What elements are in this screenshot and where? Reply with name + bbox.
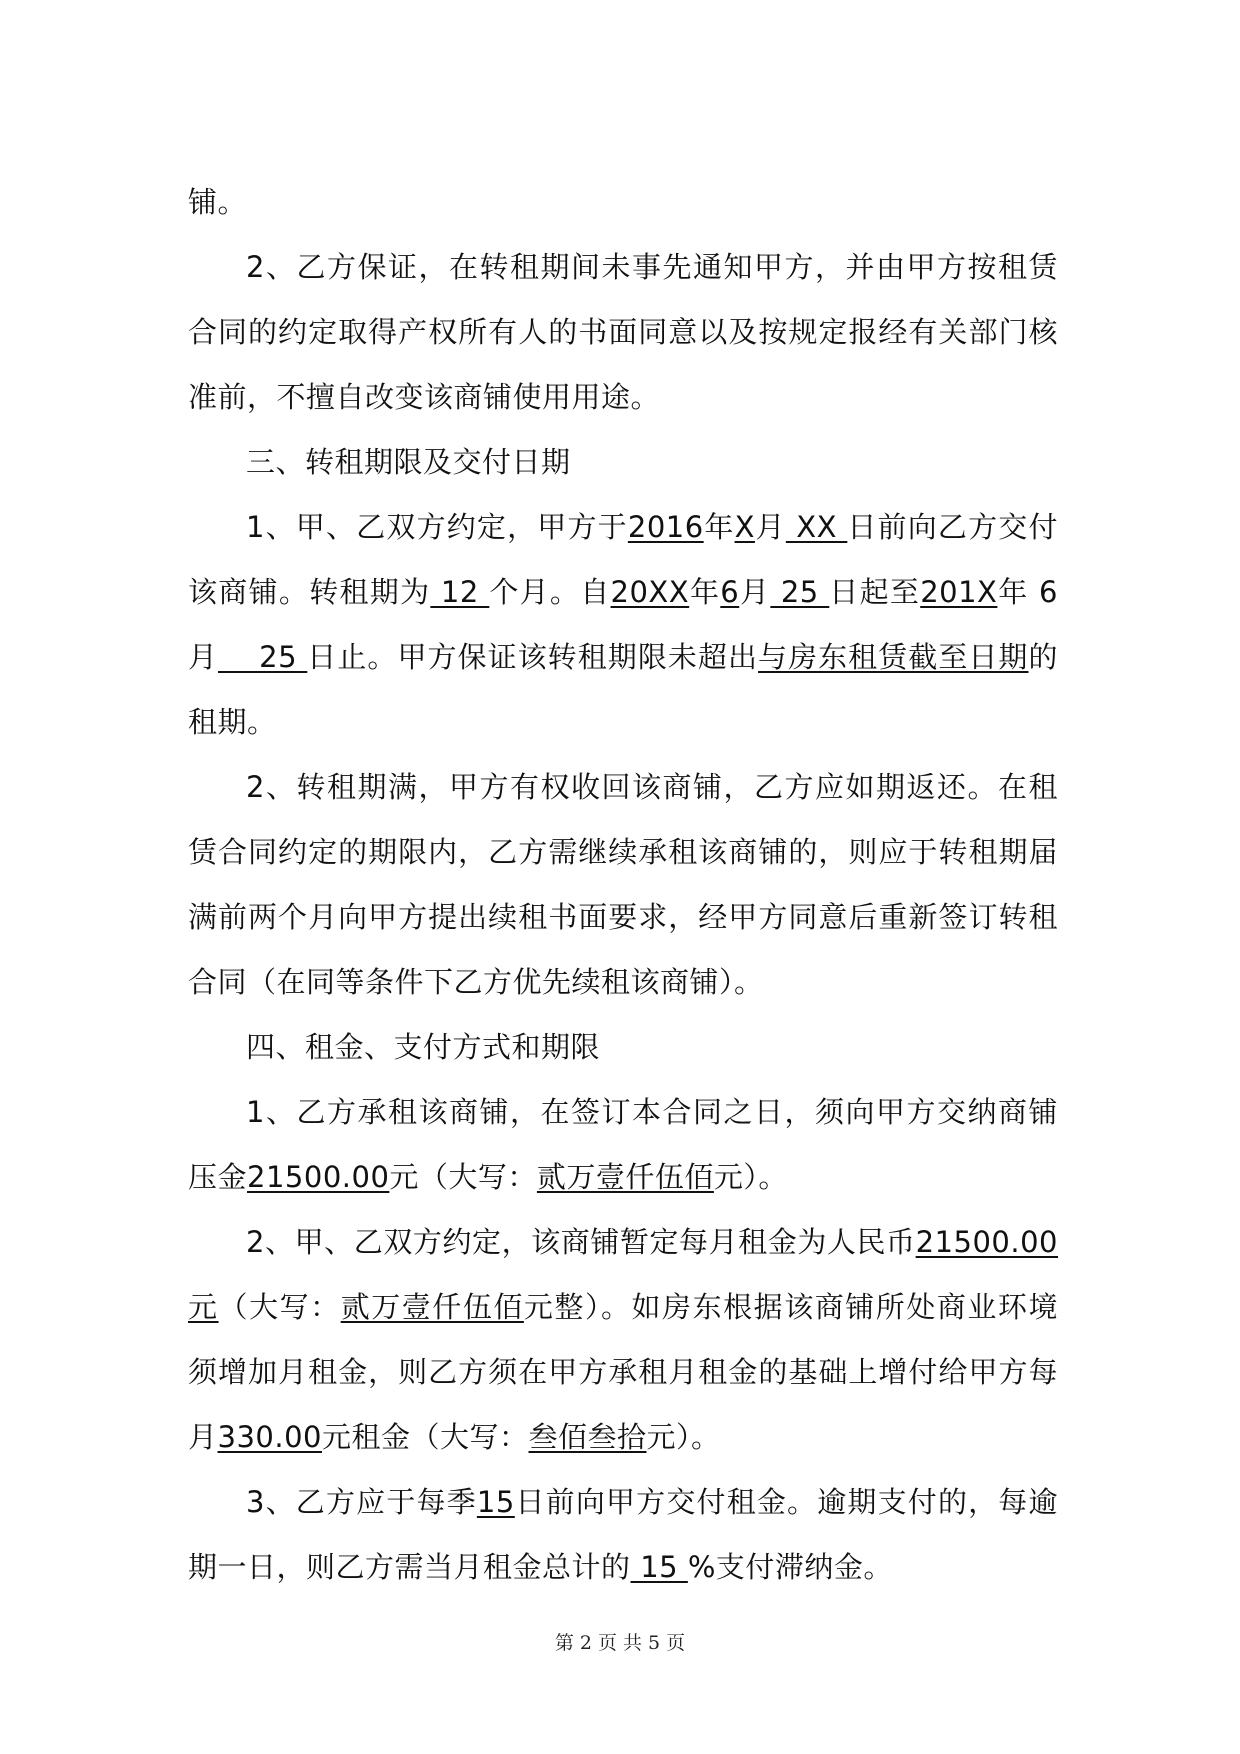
end-year: 201X [920, 575, 998, 609]
paragraph-monthly-rent: 2、甲、乙双方约定，该商铺暂定每月租金为人民币21500.00 元（大写：贰万壹仟伍佰元整）。如房东根据该商铺所处商业环境须增加月租金，则乙方须在甲方承租月租金的基础上增付给甲方每月330.00元租金（大写：叁佰叁拾元）。 [188, 1225, 1058, 1454]
monthly-rent-words: 贰万壹仟伍佰 [340, 1290, 524, 1324]
delivery-year: 2016 [627, 510, 704, 544]
paragraph-payment-due: 3、乙方应于每季15日前向甲方交付租金。逾期支付的，每逾期一日，则乙方需当月租金总计的 15 %支付滞纳金。 [188, 1485, 1058, 1584]
paragraph-delivery-date: 1、甲、乙双方约定，甲方于2016年X月 XX 日前向乙方交付该商铺。转租期为 12 个月。自20XX年6月 25 日起至201X年 6 月 25 日止。甲方保证该转租期限未超出与房东租赁截至日期的租期。 [188, 510, 1058, 739]
paragraph-use-guarantee: 2、乙方保证，在转租期间未事先通知甲方，并由甲方按租赁合同的约定取得产权所有人的书面同意以及按规定报经有关部门核准前，不擅自改变该商铺使用用途。 [188, 250, 1058, 414]
payment-due-day: 15 [476, 1485, 515, 1519]
page-number-footer: 第 2 页 共 5 页 [554, 1632, 686, 1654]
delivery-month: X [734, 510, 755, 544]
end-day: 25 [218, 640, 308, 674]
paragraph-renewal: 2、转租期满，甲方有权收回该商铺，乙方应如期返还。在租赁合同约定的期限内，乙方需继续承租该商铺的，则应于转租期届满前两个月向甲方提出续租书面要求，经甲方同意后重新签订转租合同（在同等条件下乙方优先续租该商铺）。 [188, 770, 1058, 999]
extra-rent-amount: 330.00 [217, 1420, 322, 1454]
delivery-day: XX [785, 510, 848, 544]
deposit-amount-words: 贰万壹仟伍佰 [536, 1160, 714, 1194]
start-day: 25 [770, 575, 830, 609]
landlord-term-date: 与房东租赁截至日期 [758, 640, 1029, 674]
paragraph-deposit: 1、乙方承租该商铺，在签订本合同之日，须向甲方交纳商铺压金21500.00元（大写：贰万壹仟伍佰元）。 [188, 1095, 1058, 1194]
start-year: 20XX [610, 575, 690, 609]
late-fee-rate: 15 [630, 1550, 688, 1584]
section-heading-term: 三、转租期限及交付日期 [246, 445, 571, 479]
sublease-term: 12 [430, 575, 490, 609]
paragraph-continuation: 铺。 [188, 185, 248, 219]
monthly-rent-amount: 21500.00 元 [188, 1225, 1058, 1324]
section-heading-rent: 四、租金、支付方式和期限 [246, 1030, 601, 1064]
start-month: 6 [720, 575, 740, 609]
deposit-amount: 21500.00 [247, 1160, 390, 1194]
document-body [188, 170, 1058, 1600]
extra-rent-words: 叁佰叁拾 [528, 1420, 647, 1454]
